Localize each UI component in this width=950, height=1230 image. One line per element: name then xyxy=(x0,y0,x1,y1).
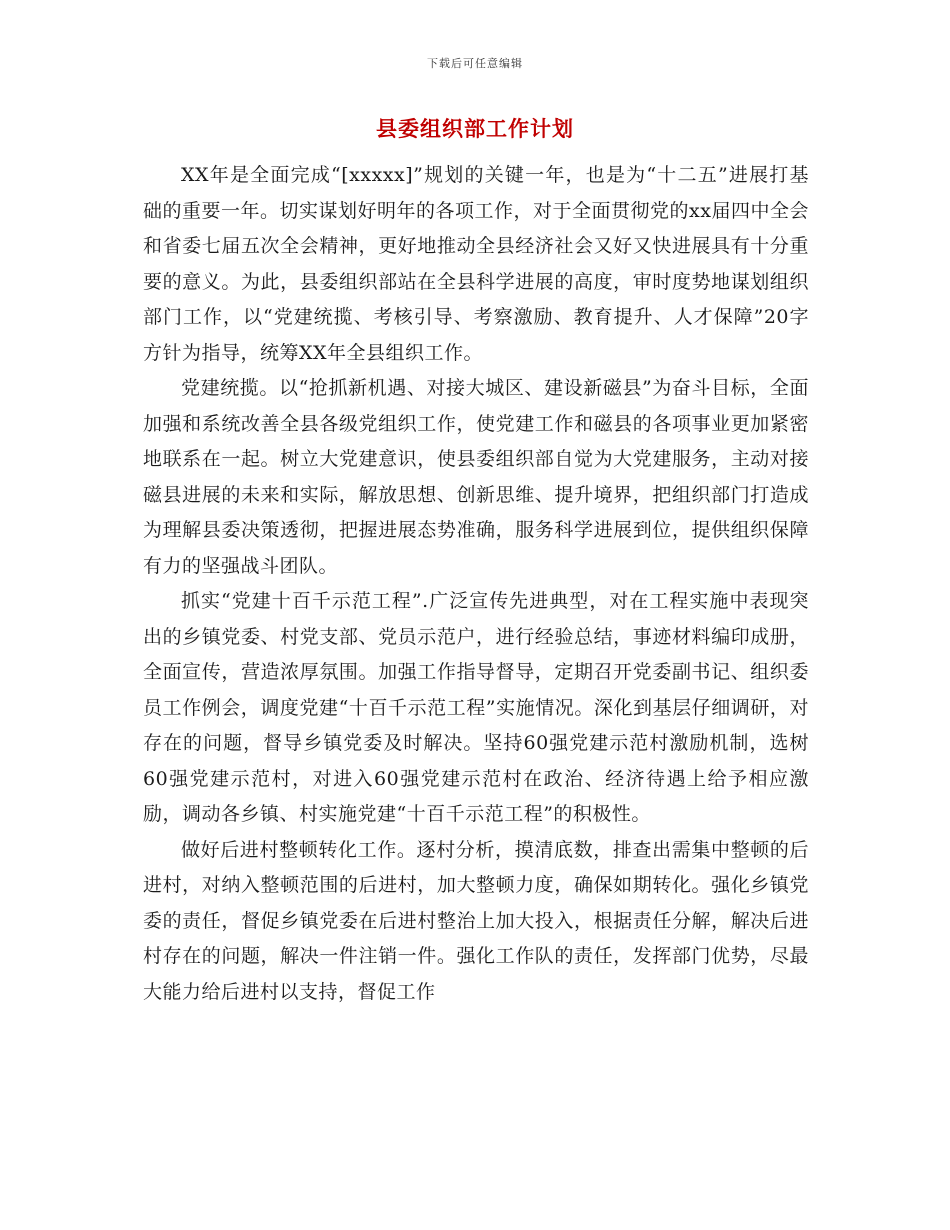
paragraph: 做好后进村整顿转化工作。逐村分析，摸清底数，排查出需集中整顿的后进村，对纳入整顿范围的后进村，加大整顿力度，确保如期转化。强化乡镇党委的责任，督促乡镇党委在后进村整治上加大投入，根据责任分解，解决后进村存在的问题，解决一件注销一件。强化工作队的责任，发挥部门优势，尽最大能力给后进村以支持，督促工作 xyxy=(143,838,809,1003)
paragraph: 抓实“党建十百千示范工程”.广泛宣传先进典型，对在工程实施中表现突出的乡镇党委、村党支部、党员示范户，进行经验总结，事迹材料编印成册，全面宣传，营造浓厚氛围。加强工作指导督导，定期召开党委副书记、组织委员工作例会，调度党建“十百千示范工程”实施情况。深化到基层仔细调研，对存在的问题，督导乡镇党委及时解决。坚持60强党建示范村激励机制，选树60强党建示范村，对进入60强党建示范村在政治、经济待遇上给予相应激励，调动各乡镇、村实施党建“十百千示范工程”的积极性。 xyxy=(143,590,809,825)
document-title: 县委组织部工作计划 xyxy=(376,117,574,141)
document-body xyxy=(143,158,809,1010)
paragraph: XX年是全面完成“[xxxxx]”规划的关键一年，也是为“十二五”进展打基础的重要一年。切实谋划好明年的各项工作，对于全面贯彻党的xx届四中全会和省委七届五次全会精神，更好地推动全县经济社会又好又快进展具有十分重要的意义。为此，县委组织部站在全县科学进展的高度，审时度势地谋划组织部门工作，以“党建统揽、考核引导、考察激励、教育提升、人才保障”20字方针为指导，统筹XX年全县组织工作。 xyxy=(143,164,809,364)
header-note: 下载后可任意编辑 xyxy=(427,57,523,70)
paragraph: 党建统揽。以“抢抓新机遇、对接大城区、建设新磁县”为奋斗目标，全面加强和系统改善全县各级党组织工作，使党建工作和磁县的各项事业更加紧密地联系在一起。树立大党建意识，使县委组织部自觉为大党建服务，主动对接磁县进展的未来和实际，解放思想、创新思维、提升境界，把组织部门打造成为理解县委决策透彻，把握进展态势准确，服务科学进展到位，提供组织保障有力的坚强战斗团队。 xyxy=(143,377,809,577)
